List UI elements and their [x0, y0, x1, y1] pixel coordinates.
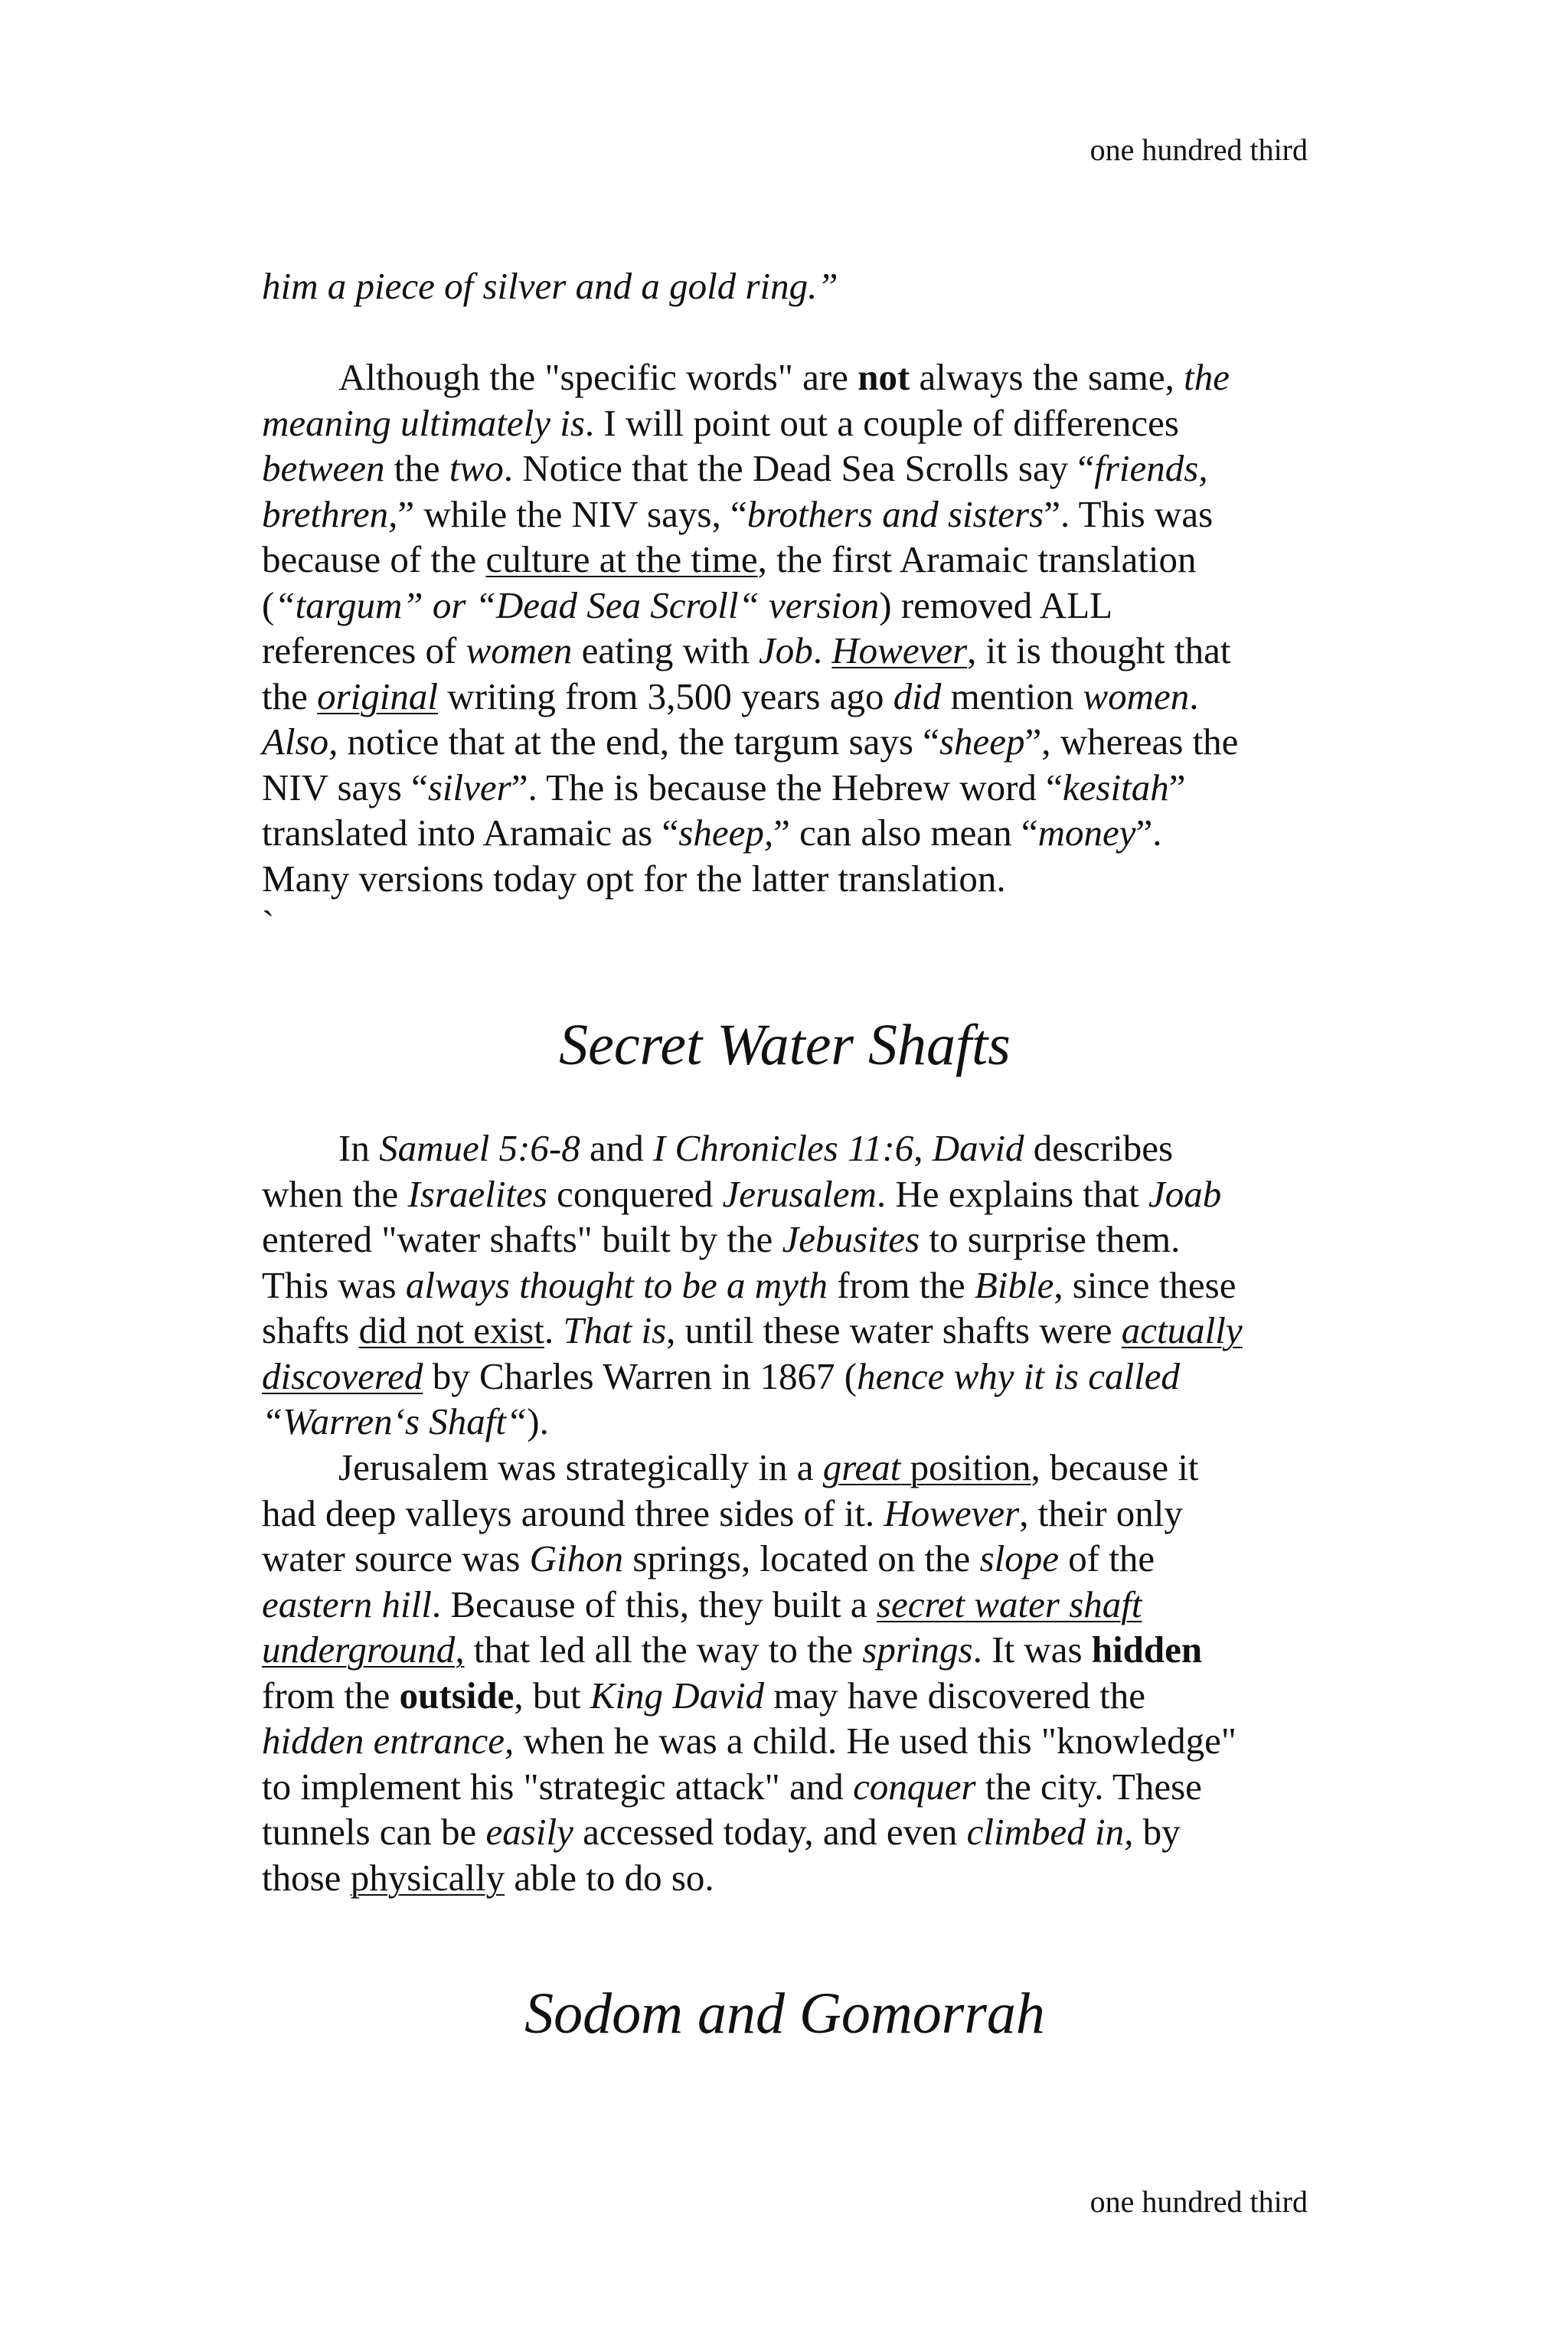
text-line: eastern hill. Because of this, they built a secret water shaft	[262, 1583, 1142, 1625]
text-line: meaning ultimately is. I will point out a couple of differences	[262, 401, 1179, 444]
section-title-water-shafts: Secret Water Shafts	[559, 1013, 1011, 1077]
section-title-sodom-gomorrah: Sodom and Gomorrah	[524, 1981, 1045, 2046]
comparison-paragraph	[262, 354, 1334, 947]
text-line: Although the "specific words" are not always the same, the	[338, 356, 1230, 398]
text-line: In Samuel 5:6-8 and I Chronicles 11:6, David describes	[338, 1127, 1174, 1169]
page-header: one hundred third	[1089, 132, 1308, 167]
text-line: Jerusalem was strategically in a great position, because it	[338, 1446, 1199, 1488]
text-line: the original writing from 3,500 years ago did mention women.	[262, 675, 1199, 717]
text-line: discovered by Charles Warren in 1867 (hence why it is called	[262, 1354, 1180, 1397]
text-line: hidden entrance, when he was a child. He used this "knowledge"	[262, 1720, 1236, 1762]
text-line: This was always thought to be a myth from the Bible, since these	[262, 1263, 1236, 1306]
stray-mark: `	[262, 903, 275, 945]
page-footer: one hundred third	[1089, 2184, 1308, 2219]
text-line: references of women eating with Job. However, it is thought that	[262, 629, 1231, 671]
text-line: Many versions today opt for the latter translation.	[262, 857, 1006, 900]
intro-line: him a piece of silver and a gold ring.”	[262, 265, 838, 307]
text-line: when the Israelites conquered Jerusalem. He explains that Joab	[262, 1172, 1222, 1215]
text-line: NIV says “silver”. The is because the Hebrew word “kesitah”	[262, 766, 1186, 808]
text-line: shafts did not exist. That is, until these water shafts were actually	[262, 1309, 1243, 1351]
text-line: from the outside, but King David may have discovered the	[262, 1674, 1146, 1717]
water-shafts-paragraph-1	[262, 1125, 1334, 1445]
text-line: had deep valleys around three sides of it. However, their only	[262, 1491, 1183, 1534]
text-line: brethren,” while the NIV says, “brothers and sisters”. This was	[262, 492, 1214, 535]
text-line: “Warren‘s Shaft“).	[262, 1400, 549, 1442]
text-line: entered "water shafts" built by the Jebusites to surprise them.	[262, 1218, 1181, 1260]
text-line: between the two. Notice that the Dead Sea Scrolls say “friends,	[262, 447, 1208, 489]
text-line: Also, notice that at the end, the targum says “sheep”, whereas the	[262, 720, 1239, 763]
water-shafts-paragraph-2	[262, 1445, 1334, 1900]
text-line: water source was Gihon springs, located on the slope of the	[262, 1537, 1155, 1579]
text-line: to implement his "strategic attack" and conquer the city. These	[262, 1765, 1202, 1808]
intro-block	[262, 263, 1334, 309]
text-line: tunnels can be easily accessed today, and even climbed in, by	[262, 1811, 1181, 1853]
text-line: those physically able to do so.	[262, 1856, 714, 1899]
text-line: translated into Aramaic as “sheep,” can also mean “money”.	[262, 812, 1162, 854]
text-line: (“targum” or “Dead Sea Scroll“ version) removed ALL	[262, 583, 1113, 626]
text-line: because of the culture at the time, the first Aramaic translation	[262, 538, 1197, 580]
text-line: underground, that led all the way to the springs. It was hidden	[262, 1628, 1203, 1671]
